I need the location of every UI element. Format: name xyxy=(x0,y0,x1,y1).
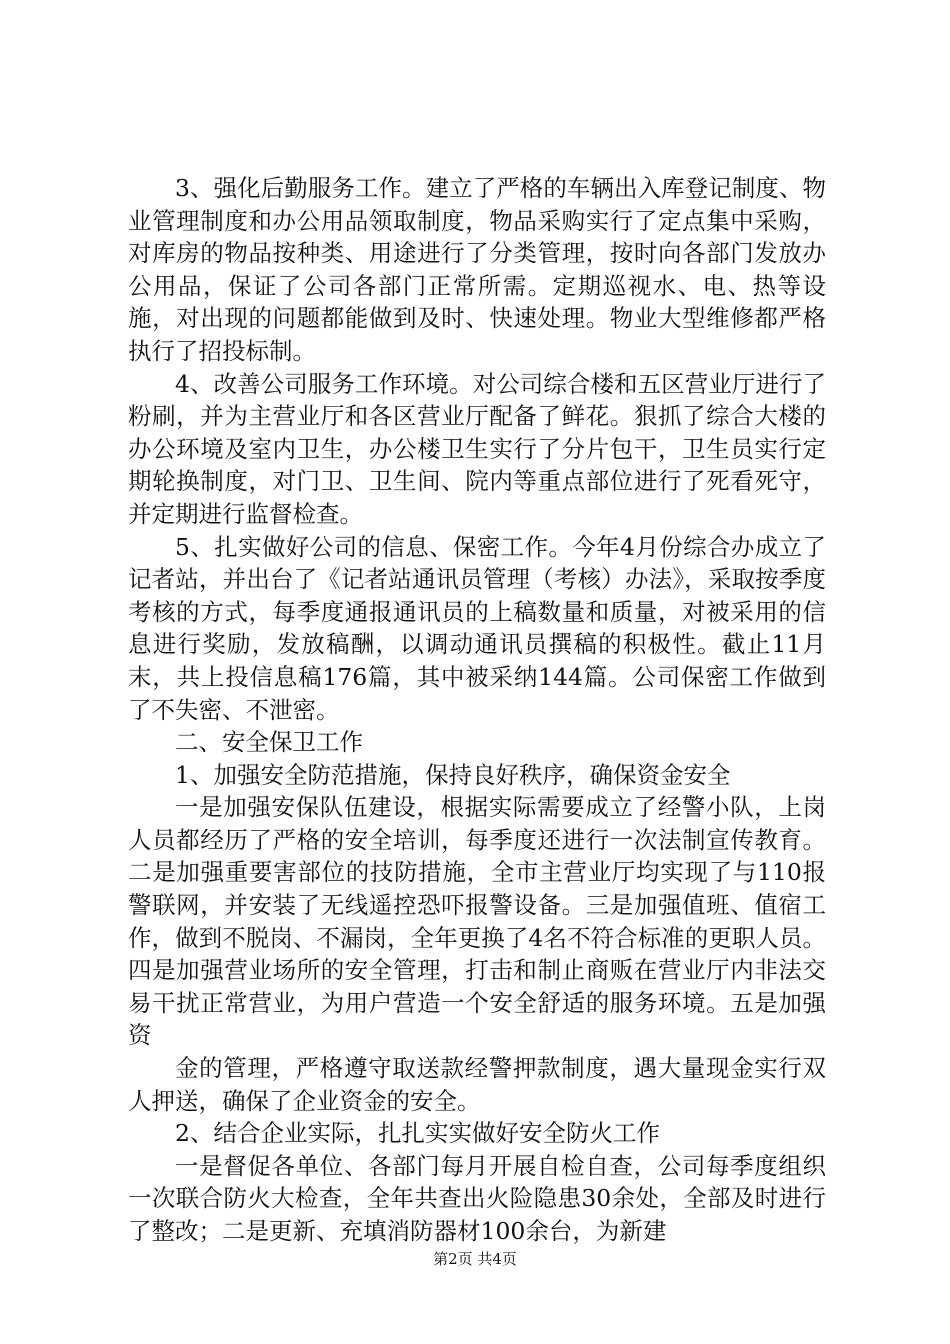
paragraph-fire-safety-details: 一是督促各单位、各部门每月开展自检自查，公司每季度组织一次联合防火大检查，全年共查出火险隐患30余处，全部及时进行了整改；二是更新、充填消防器材100余台，为新建 xyxy=(128,1151,826,1245)
page-number-footer: 第2页 共4页 xyxy=(433,1250,517,1268)
paragraph-fund-management: 金的管理，严格遵守取送款经警押款制度，遇大量现金实行双人押送，确保了企业资金的安全。 xyxy=(128,1054,826,1115)
subheading-fire-safety: 2、结合企业实际，扎扎实实做好安全防火工作 xyxy=(175,1119,660,1148)
section-heading-security: 二、安全保卫工作 xyxy=(175,728,363,757)
subheading-security-measures: 1、加强安全防范措施，保持良好秩序，确保资金安全 xyxy=(175,760,731,789)
paragraph-work-environment: 4、改善公司服务工作环境。对公司综合楼和五区营业厅进行了粉刷，并为主营业厅和各区营业厅配备了鲜花。狠抓了综合大楼的办公环境及室内卫生，办公楼卫生实行了分片包干，卫生员实行定期轮换制度，对门卫、卫生间、院内等重点部位进行了死看死守，并定期进行监督检查。 xyxy=(128,369,826,528)
paragraph-security-details: 一是加强安保队伍建设，根据实际需要成立了经警小队，上岗人员都经历了严格的安全培训，每季度还进行一次法制宣传教育。二是加强重要害部位的技防措施，全市主营业厅均实现了与110报警联网，并安装了无线遥控恐吓报警设备。三是加强值班、值宿工作，做到不脱岗、不漏岗，全年更换了4名不符合标准的更职人员。四是加强营业场所的安全管理，打击和制止商贩在营业厅内非法交易干扰正常营业，为用户营造一个安全舒适的服务环境。五是加强资 xyxy=(128,793,826,1050)
paragraph-information-confidentiality: 5、扎实做好公司的信息、保密工作。今年4月份综合办成立了记者站，并出台了《记者站通讯员管理（考核）办法》，采取按季度考核的方式，每季度通报通讯员的上稿数量和质量，对被采用的信息进行奖励，发放稿酬，以调动通讯员撰稿的积极性。截止11月末，共上投信息稿176篇，其中被采纳144篇。公司保密工作做到了不失密、不泄密。 xyxy=(128,532,826,724)
document-body xyxy=(128,172,826,1248)
paragraph-logistics-service: 3、强化后勤服务工作。建立了严格的车辆出入库登记制度、物业管理制度和办公用品领取制度，物品采购实行了定点集中采购，对库房的物品按种类、用途进行了分类管理，按时向各部门发放办公用品，保证了公司各部门正常所需。定期巡视水、电、热等设施，对出现的问题都能做到及时、快速处理。物业大型维修都严格执行了招投标制。 xyxy=(128,174,826,365)
